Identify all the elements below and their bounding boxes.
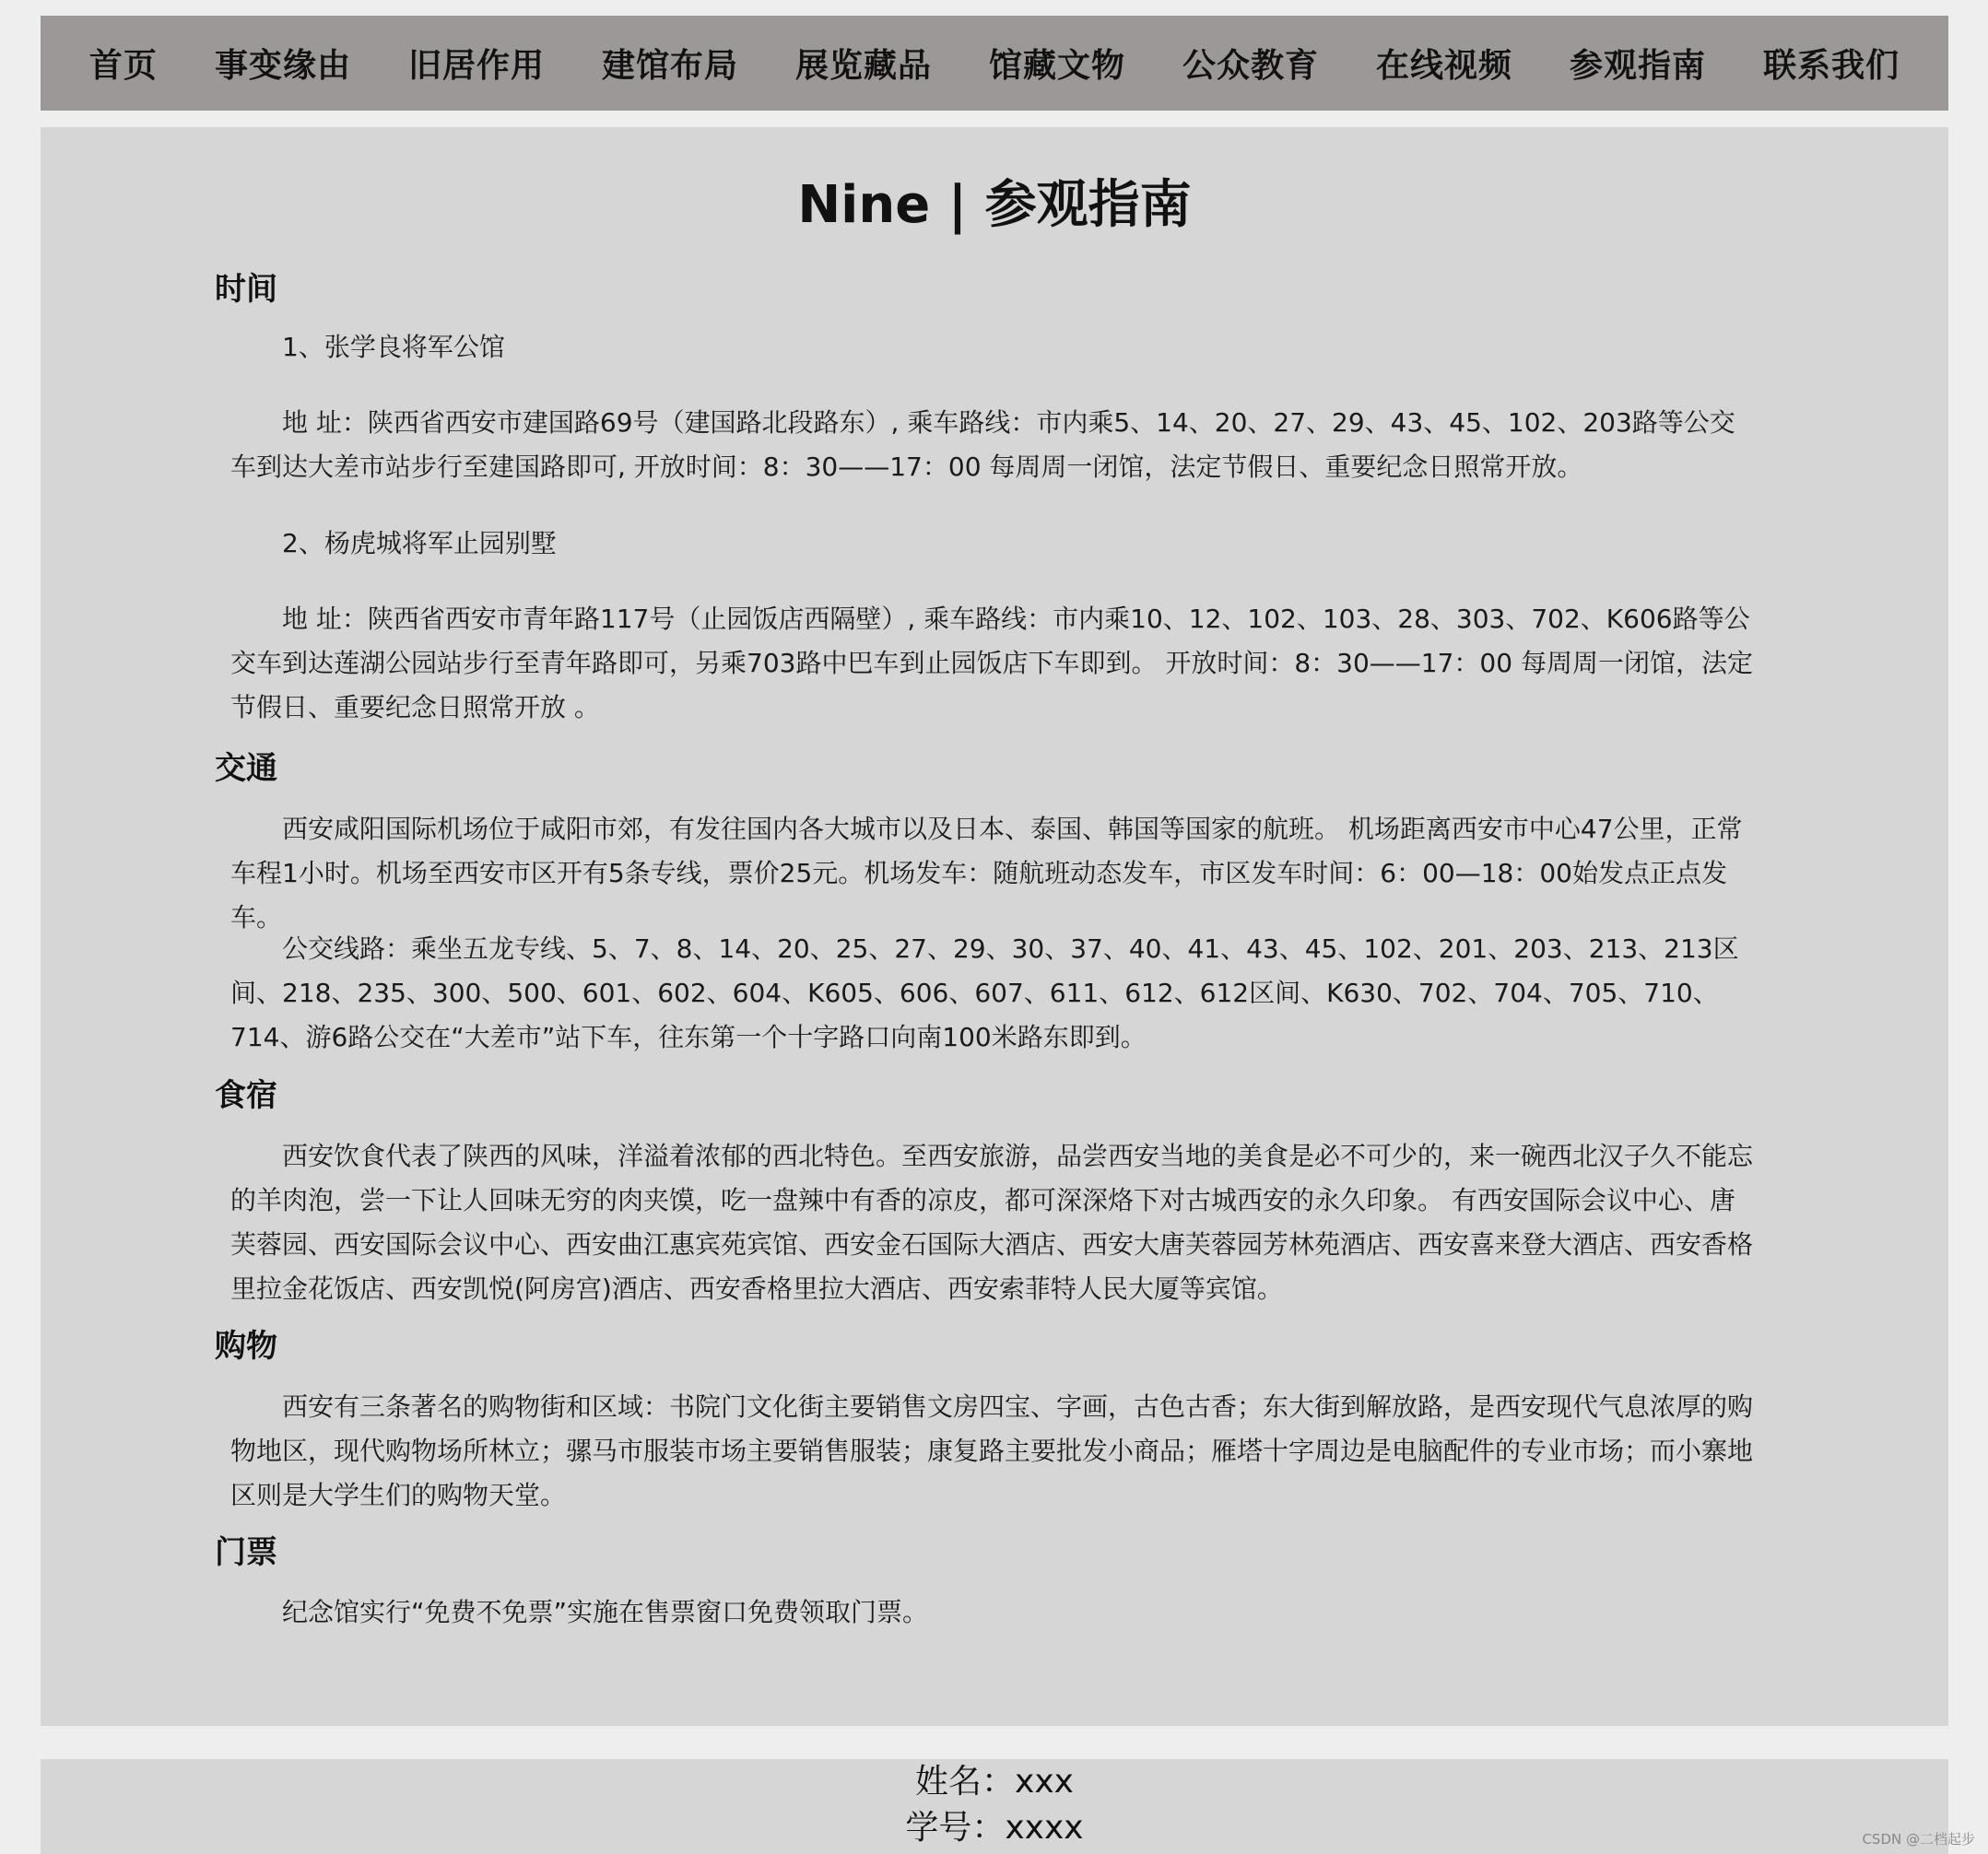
nav-item-exhibits[interactable]: 展览藏品 — [794, 47, 932, 85]
nav-item-education[interactable]: 公众教育 — [1182, 47, 1320, 85]
tickets-paragraph-1: 纪念馆实行“免费不免票”实施在售票窗口免费领取门票。 — [282, 1597, 929, 1627]
nav-item-residence-role[interactable]: 旧居作用 — [407, 47, 545, 85]
section-heading-food-lodging: 食宿 — [215, 1077, 277, 1114]
shopping-paragraph-1: 西安有三条著名的购物街和区域：书院门文化街主要销售文房四宝、字画，古色古香；东大街到解放路，是西安现代气息浓厚的购物地区，现代购物场所林立；骡马市服装市场主要销售服装；康复路主要批发小商品；雁塔十字周边是电脑配件的专业市场；而小寨地区则是大学生们的购物天堂。 — [230, 1391, 1754, 1510]
section-heading-shopping: 购物 — [215, 1328, 277, 1365]
time-paragraph-1: 1、张学良将军公馆 — [282, 332, 505, 362]
nav-item-incident-cause[interactable]: 事变缘由 — [214, 47, 351, 85]
traffic-paragraph-1: 西安咸阳国际机场位于咸阳市郊，有发往国内各大城市以及日本、泰国、韩国等国家的航班。 机场距离西安市中心47公里，正常车程1小时。机场至西安市区开有5条专线，票价25元。机场发车：随航班动态发车，市区发车时间：6：00—18：00始发点正点发车。 — [230, 814, 1743, 933]
nav-item-visit-guide[interactable]: 参观指南 — [1570, 47, 1707, 85]
page-title: Nine | 参观指南 — [797, 175, 1192, 235]
time-paragraph-3: 2、杨虎城将军止园别墅 — [282, 528, 557, 558]
nav-item-contact[interactable]: 联系我们 — [1763, 47, 1900, 85]
page-footer — [41, 1759, 1948, 1854]
nav-item-layout[interactable]: 建馆布局 — [601, 47, 738, 85]
nav-item-video[interactable]: 在线视频 — [1376, 47, 1513, 85]
section-heading-time: 时间 — [215, 271, 277, 308]
footer-student-id: 学号：xxxx — [905, 1809, 1084, 1847]
section-heading-traffic: 交通 — [215, 750, 277, 787]
time-paragraph-2: 地 址：陕西省西安市建国路69号（建国路北段路东）, 乘车路线：市内乘5、14、20、27、29、43、45、102、203路等公交车到达大差市站步行至建国路即可, 开放时间：8：30——17：00 每周周一闭馆，法定节假日、重要纪念日照常开放。 — [230, 407, 1735, 482]
watermark: CSDN @二档起步 — [1862, 1831, 1975, 1848]
main-content — [41, 127, 1948, 1726]
nav-item-collection[interactable]: 馆藏文物 — [989, 47, 1126, 85]
traffic-paragraph-2: 公交线路：乘坐五龙专线、5、7、8、14、20、25、27、29、30、37、40、41、43、45、102、201、203、213、213区间、218、235、300、500、601、602、604、K605、606、607、611、612、612区间、K630、702、704、705、710、714、游6路公交在“大差市”站下车，往东第一个十字路口向南100米路东即到。 — [230, 933, 1739, 1052]
top-navigation — [41, 16, 1948, 111]
footer-name: 姓名：xxx — [915, 1763, 1074, 1801]
nav-item-home[interactable]: 首页 — [88, 47, 158, 85]
section-heading-tickets: 门票 — [215, 1534, 277, 1571]
time-paragraph-4: 地 址：陕西省西安市青年路117号（止园饭店西隔壁）, 乘车路线：市内乘10、12、102、103、28、303、702、K606路等公交车到达莲湖公园站步行至青年路即可，另乘703路中巴车到止园饭店下车即到。 开放时间：8：30——17：00 每周周一闭馆，法定节假日、重要纪念日照常开放 。 — [230, 604, 1753, 722]
food-paragraph-1: 西安饮食代表了陕西的风味，洋溢着浓郁的西北特色。至西安旅游，品尝西安当地的美食是必不可少的，来一碗西北汉子久不能忘的羊肉泡，尝一下让人回味无穷的肉夹馍，吃一盘辣中有香的凉皮，都可深深烙下对古城西安的永久印象。 有西安国际会议中心、唐芙蓉园、西安国际会议中心、西安曲江惠宾苑宾馆、西安金石国际大酒店、西安大唐芙蓉园芳林苑酒店、西安喜来登大酒店、西安香格里拉金花饭店、西安凯悦(阿房宫)酒店、西安香格里拉大酒店、西安索菲特人民大厦等宾馆。 — [230, 1141, 1754, 1304]
